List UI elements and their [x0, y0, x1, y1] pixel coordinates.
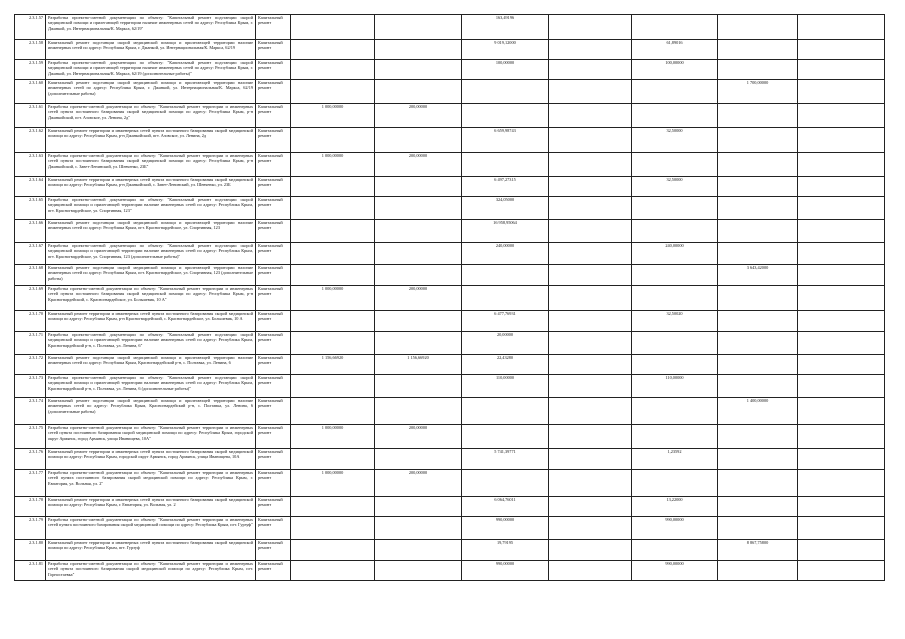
- table-row: [15, 470, 905, 497]
- table-row: [15, 425, 905, 449]
- value-cell: [798, 243, 885, 265]
- value-cell: 5 741,39771: [462, 449, 549, 470]
- value-cell: [549, 311, 632, 332]
- value-cell: 200,00000: [375, 153, 462, 177]
- row-number: 2.3.1.59: [15, 60, 46, 80]
- value-cell: [291, 540, 375, 561]
- row-number: 2.3.1.77: [15, 470, 46, 497]
- row-number: 2.3.1.74: [15, 398, 46, 425]
- value-cell: 990,00000: [632, 517, 718, 540]
- value-cell: [549, 104, 632, 128]
- row-work-type: Капитальный ремонт: [256, 375, 291, 398]
- value-cell: [375, 561, 462, 581]
- value-cell: 16 958,95064: [462, 220, 549, 243]
- row-work-type: Капитальный ремонт: [256, 243, 291, 265]
- value-cell: [798, 286, 885, 311]
- table-row: [15, 177, 905, 197]
- table-row: [15, 104, 905, 128]
- value-cell: 6 477,76931: [462, 311, 549, 332]
- value-cell: [798, 425, 885, 449]
- row-work-type: Капитальный ремонт: [256, 286, 291, 311]
- table-row: [15, 540, 905, 561]
- value-cell: 200,00000: [375, 104, 462, 128]
- value-cell: [798, 177, 885, 197]
- value-cell: [375, 128, 462, 153]
- value-cell: 6 659,98743: [462, 128, 549, 153]
- table-row: [15, 243, 905, 265]
- row-number: 2.3.1.73: [15, 375, 46, 398]
- value-cell: [291, 40, 375, 60]
- row-work-type: Капитальный ремонт: [256, 220, 291, 243]
- row-work-type: Капитальный ремонт: [256, 177, 291, 197]
- table-row: [15, 355, 905, 375]
- row-number: 2.3.1.81: [15, 561, 46, 581]
- row-work-type: Капитальный ремонт: [256, 60, 291, 80]
- value-cell: [291, 497, 375, 517]
- value-cell: [798, 220, 885, 243]
- row-number: 2.3.1.66: [15, 220, 46, 243]
- value-cell: 3 643,42000: [718, 265, 798, 286]
- value-cell: [718, 177, 798, 197]
- value-cell: [291, 517, 375, 540]
- value-cell: 32,50020: [632, 311, 718, 332]
- value-cell: [291, 449, 375, 470]
- value-cell: 1 000,00000: [291, 153, 375, 177]
- value-cell: [718, 497, 798, 517]
- value-cell: [462, 104, 549, 128]
- value-cell: 200,00000: [375, 425, 462, 449]
- value-cell: [375, 375, 462, 398]
- value-cell: [291, 197, 375, 220]
- table-row: [15, 286, 905, 311]
- row-number: 2.3.1.57: [15, 15, 46, 40]
- table-row: [15, 153, 905, 177]
- table-row: [15, 449, 905, 470]
- table-row: [15, 40, 905, 60]
- row-description: Разработка проектно-сметной документации по объекту: "Капитальный ремонт подстанции скорой медицинской помощи и прилегающей территории наличие инженерных сетей по адресу: Республика Крым, г. Джанкой, ул. Интернациональная/К. Маркса, 62/19": [46, 15, 256, 40]
- table-row: [15, 15, 905, 40]
- row-number: 2.3.1.75: [15, 425, 46, 449]
- value-cell: [718, 517, 798, 540]
- value-cell: [632, 286, 718, 311]
- value-cell: [798, 332, 885, 355]
- value-cell: [718, 197, 798, 220]
- row-description: Разработка проектно-сметной документации по объекту: "Капитальный ремонт территории и инженерных сетей пункта постоянного базирования скорой медицинской помощи по адресу: Республика Крым, р-н Джанкойский, пгт. Азовское, ул. Ленина, 2д": [46, 104, 256, 128]
- value-cell: [632, 470, 718, 497]
- value-cell: [718, 15, 798, 40]
- value-cell: [549, 60, 632, 80]
- value-cell: [632, 425, 718, 449]
- value-cell: [798, 497, 885, 517]
- value-cell: [375, 197, 462, 220]
- row-description: Капитальный ремонт подстанции скорой медицинской помощи и прилегающей территории наличие инженерных сетей по адресу: Республика Крым, пгт. Красногвардейское, ул. Спортивная, 123: [46, 220, 256, 243]
- value-cell: [549, 332, 632, 355]
- row-number: 2.3.1.69: [15, 286, 46, 311]
- value-cell: 240,00000: [632, 243, 718, 265]
- value-cell: [718, 243, 798, 265]
- value-cell: [798, 311, 885, 332]
- row-work-type: Капитальный ремонт: [256, 561, 291, 581]
- value-cell: [549, 15, 632, 40]
- value-cell: 200,00000: [375, 470, 462, 497]
- row-work-type: Капитальный ремонт: [256, 425, 291, 449]
- value-cell: [549, 425, 632, 449]
- value-cell: [718, 470, 798, 497]
- value-cell: [798, 540, 885, 561]
- row-work-type: Капитальный ремонт: [256, 497, 291, 517]
- value-cell: [291, 243, 375, 265]
- value-cell: 324,05000: [462, 197, 549, 220]
- row-number: 2.3.1.61: [15, 104, 46, 128]
- row-number: 2.3.1.71: [15, 332, 46, 355]
- row-work-type: Капитальный ремонт: [256, 332, 291, 355]
- value-cell: [375, 40, 462, 60]
- row-work-type: Капитальный ремонт: [256, 517, 291, 540]
- value-cell: [462, 265, 549, 286]
- row-work-type: Капитальный ремонт: [256, 398, 291, 425]
- row-work-type: Капитальный ремонт: [256, 449, 291, 470]
- budget-table: [14, 14, 905, 581]
- row-description: Капитальный ремонт подстанции скорой медицинской помощи и прилегающей территории наличие инженерных сетей по адресу: Республика Крым, г. Джанкой, ул. Интернациональная/К. Маркса, 62/19 (дополнительные работы): [46, 80, 256, 104]
- value-cell: [375, 540, 462, 561]
- value-cell: [549, 153, 632, 177]
- value-cell: [718, 425, 798, 449]
- value-cell: [291, 311, 375, 332]
- row-work-type: Капитальный ремонт: [256, 355, 291, 375]
- value-cell: [798, 60, 885, 80]
- row-description: Разработка проектно-сметной документации по объекту: "Капитальный ремонт территории и инженерных сетей пункта постоянного базирования скорой медицинской помощи по адресу: Республика Крым, городской округ Армянск, город Армянск, улица Иванищева, 10А": [46, 425, 256, 449]
- value-cell: [718, 355, 798, 375]
- value-cell: [632, 332, 718, 355]
- value-cell: [291, 265, 375, 286]
- row-number: 2.3.1.68: [15, 265, 46, 286]
- value-cell: 990,00000: [462, 517, 549, 540]
- value-cell: [549, 40, 632, 60]
- value-cell: 200,00000: [375, 286, 462, 311]
- row-number: 2.3.1.79: [15, 517, 46, 540]
- row-work-type: Капитальный ремонт: [256, 153, 291, 177]
- value-cell: 8 867,75800: [718, 540, 798, 561]
- value-cell: [549, 197, 632, 220]
- value-cell: 20,00000: [462, 332, 549, 355]
- value-cell: [291, 398, 375, 425]
- row-description: Капитальный ремонт подстанции скорой медицинской помощи и прилегающей территории наличие инженерных сетей по адресу: Республика Крым, г. Джанкой, ул. Интернациональная/К. Маркса, 62/19: [46, 40, 256, 60]
- value-cell: [291, 375, 375, 398]
- value-cell: [291, 177, 375, 197]
- row-number: 2.3.1.62: [15, 128, 46, 153]
- value-cell: [462, 80, 549, 104]
- table-row: [15, 197, 905, 220]
- value-cell: [375, 177, 462, 197]
- row-number: 2.3.1.63: [15, 153, 46, 177]
- row-work-type: Капитальный ремонт: [256, 311, 291, 332]
- row-work-type: Капитальный ремонт: [256, 80, 291, 104]
- value-cell: [798, 449, 885, 470]
- value-cell: [291, 80, 375, 104]
- value-cell: 990,00000: [462, 561, 549, 581]
- table-row: [15, 332, 905, 355]
- value-cell: [632, 80, 718, 104]
- value-cell: 1 000,00000: [291, 425, 375, 449]
- row-work-type: Капитальный ремонт: [256, 128, 291, 153]
- row-work-type: Капитальный ремонт: [256, 265, 291, 286]
- value-cell: 61,89016: [632, 40, 718, 60]
- row-description: Разработка проектно-сметной документации по объекту: "Капитальный ремонт территории и инженерных сетей пункта постоянного базирования скорой медицинской помощи по адресу: Республика Крым, пгт. Гурзуф": [46, 517, 256, 540]
- value-cell: 163,49196: [462, 15, 549, 40]
- table-row: [15, 220, 905, 243]
- value-cell: [462, 425, 549, 449]
- value-cell: [718, 561, 798, 581]
- table-row: [15, 128, 905, 153]
- value-cell: [549, 517, 632, 540]
- value-cell: 1 700,00000: [718, 80, 798, 104]
- value-cell: [375, 220, 462, 243]
- value-cell: [718, 220, 798, 243]
- value-cell: [798, 561, 885, 581]
- value-cell: [798, 104, 885, 128]
- value-cell: [375, 449, 462, 470]
- row-description: Разработка проектно-сметной документации по объекту: "Капитальный ремонт подстанции скорой медицинской помощи и прилегающей территории наличие инженерных сетей по адресу: Республика Крым, пгт. Красногвардейское, ул. Спортивная, 123": [46, 197, 256, 220]
- value-cell: 1 000,00000: [291, 104, 375, 128]
- row-work-type: Капитальный ремонт: [256, 104, 291, 128]
- row-description: Капитальный ремонт территории и инженерных сетей пункта постоянного базирования скорой медицинской помощи по адресу: Республика Крым, р-н Красногвардейский, с. Красногвардейское, ул. Большевик, 10 А: [46, 311, 256, 332]
- value-cell: [632, 153, 718, 177]
- value-cell: 22,43280: [462, 355, 549, 375]
- value-cell: [798, 153, 885, 177]
- value-cell: 990,00000: [632, 561, 718, 581]
- row-number: 2.3.1.70: [15, 311, 46, 332]
- row-work-type: Капитальный ремонт: [256, 40, 291, 60]
- value-cell: [375, 332, 462, 355]
- row-number: 2.3.1.60: [15, 80, 46, 104]
- value-cell: 240,00000: [462, 243, 549, 265]
- row-description: Капитальный ремонт территории и инженерных сетей пункта постоянного базирования скорой медицинской помощи по адресу: Республика Крым, городской округ Армянск, город Армянск, улица Иванищева, 10А: [46, 449, 256, 470]
- table-row: [15, 375, 905, 398]
- row-description: Капитальный ремонт территории и инженерных сетей пункта постоянного базирования скорой медицинской помощи по адресу: Республика Крым, р-н Джанкойский, пгт. Азовское, ул. Ленина, 2д: [46, 128, 256, 153]
- table-row: [15, 265, 905, 286]
- row-work-type: Капитальный ремонт: [256, 540, 291, 561]
- table-row: [15, 311, 905, 332]
- value-cell: [632, 197, 718, 220]
- row-description: Разработка проектно-сметной документации по объекту: "Капитальный ремонт подстанции скорой медицинской помощи и прилегающей территории наличие инженерных сетей по адресу: Республика Крым, пгт. Красногвардейское, ул. Спортивная, 123 (дополнительные работы)": [46, 243, 256, 265]
- value-cell: [291, 220, 375, 243]
- value-cell: [549, 128, 632, 153]
- value-cell: [798, 265, 885, 286]
- row-description: Капитальный ремонт подстанции скорой медицинской помощи и прилегающей территории наличие инженерных сетей по адресу: Республика Крым, Красногвардейский р-н, с. Полтавка, ул. Ленина, 6: [46, 355, 256, 375]
- row-description: Разработка проектно-сметной документации по объекту: "Капитальный ремонт подстанции скорой медицинской помощи и прилегающей территории наличие инженерных сетей по адресу: Республика Крым, г. Джанкой, ул. Интернациональная/К. Маркса, 62/19 (дополнительные работы)": [46, 60, 256, 80]
- row-number: 2.3.1.64: [15, 177, 46, 197]
- table-body: [15, 15, 905, 581]
- value-cell: 6 497,27315: [462, 177, 549, 197]
- value-cell: [798, 355, 885, 375]
- value-cell: [718, 311, 798, 332]
- value-cell: [798, 80, 885, 104]
- value-cell: 1 400,00000: [718, 398, 798, 425]
- value-cell: [718, 40, 798, 60]
- value-cell: [462, 153, 549, 177]
- row-number: 2.3.1.72: [15, 355, 46, 375]
- value-cell: [549, 286, 632, 311]
- value-cell: [549, 80, 632, 104]
- value-cell: [632, 15, 718, 40]
- value-cell: 13,22000: [632, 497, 718, 517]
- row-description: Разработка проектно-сметной документации по объекту: "Капитальный ремонт территории и инженерных сетей пункта постоянного базирования скорой медицинской помощи по адресу: Республика Крым, р-н Джанкойский, с. Завет-Ленинский, ул. Шевченко, 23Б": [46, 153, 256, 177]
- value-cell: [632, 398, 718, 425]
- value-cell: [632, 540, 718, 561]
- value-cell: [718, 375, 798, 398]
- value-cell: 6 064,76011: [462, 497, 549, 517]
- value-cell: [798, 375, 885, 398]
- value-cell: [718, 286, 798, 311]
- row-description: Капитальный ремонт территории и инженерных сетей пункта постоянного базирования скорой медицинской помощи по адресу: Республика Крым, пгт. Гурзуф: [46, 540, 256, 561]
- table-row: [15, 60, 905, 80]
- value-cell: [718, 332, 798, 355]
- value-cell: [632, 265, 718, 286]
- row-number: 2.3.1.65: [15, 197, 46, 220]
- row-description: Разработка проектно-сметной документации по объекту: "Капитальный ремонт территории и инженерных сетей пункта постоянного базирования скорой медицинской помощи по адресу: Республика Крым, р-н Красногвардейский, с. Красногвардейское, ул. Большевик, 10 А": [46, 286, 256, 311]
- value-cell: [549, 561, 632, 581]
- value-cell: [718, 128, 798, 153]
- value-cell: [375, 517, 462, 540]
- value-cell: [549, 470, 632, 497]
- value-cell: [718, 449, 798, 470]
- table-row: [15, 80, 905, 104]
- value-cell: [375, 15, 462, 40]
- row-description: Капитальный ремонт подстанции скорой медицинской помощи и прилегающей территории наличие инженерных сетей по адресу: Республика Крым, Красногвардейский р-н, с. Полтавка, ул. Ленина, 6 (дополнительные работы): [46, 398, 256, 425]
- value-cell: [798, 517, 885, 540]
- value-cell: [375, 60, 462, 80]
- row-number: 2.3.1.67: [15, 243, 46, 265]
- value-cell: [549, 449, 632, 470]
- value-cell: [462, 286, 549, 311]
- value-cell: 1,23592: [632, 449, 718, 470]
- value-cell: [798, 40, 885, 60]
- value-cell: 32,50000: [632, 128, 718, 153]
- value-cell: [549, 265, 632, 286]
- value-cell: 110,00000: [632, 375, 718, 398]
- row-description: Разработка проектно-сметной документации по объекту: "Капитальный ремонт территории и инженерных сетей пункта постоянного базирования скорой медицинской помощи по адресу: Республика Крым, пгт. Горностаевка": [46, 561, 256, 581]
- value-cell: [462, 470, 549, 497]
- value-cell: [375, 497, 462, 517]
- row-number: 2.3.1.78: [15, 497, 46, 517]
- row-work-type: Капитальный ремонт: [256, 470, 291, 497]
- value-cell: [291, 332, 375, 355]
- value-cell: [632, 104, 718, 128]
- row-description: Разработка проектно-сметной документации по объекту: "Капитальный ремонт территории и инженерных сетей пункта постоянного базирования скорой медицинской помощи по адресу: Республика Крым, г. Евпатория, ул. Вольная, ул. 2": [46, 470, 256, 497]
- value-cell: [375, 243, 462, 265]
- value-cell: [375, 265, 462, 286]
- value-cell: 100,00000: [462, 60, 549, 80]
- value-cell: [549, 497, 632, 517]
- value-cell: [798, 197, 885, 220]
- value-cell: 19,79195: [462, 540, 549, 561]
- value-cell: [798, 398, 885, 425]
- value-cell: [291, 15, 375, 40]
- value-cell: 32,50000: [632, 177, 718, 197]
- table-row: [15, 398, 905, 425]
- table-row: [15, 497, 905, 517]
- value-cell: [375, 80, 462, 104]
- value-cell: [375, 398, 462, 425]
- value-cell: 1 000,00000: [291, 286, 375, 311]
- value-cell: [798, 128, 885, 153]
- row-description: Капитальный ремонт территории и инженерных сетей пункта постоянного базирования скорой медицинской помощи по адресу: Республика Крым, р-н Джанкойский, с. Завет-Ленинский, ул. Шевченко, ул. 23Б: [46, 177, 256, 197]
- row-description: Разработка проектно-сметной документации по объекту: "Капитальный ремонт подстанции скорой медицинской помощи и прилегающей территории наличие инженерных сетей по адресу: Республика Крым, Красногвардейский р-н, с. Полтавка, ул. Ленина, 6": [46, 332, 256, 355]
- value-cell: 1 156,66920: [291, 355, 375, 375]
- value-cell: 9 019,12000: [462, 40, 549, 60]
- value-cell: [549, 540, 632, 561]
- value-cell: [375, 311, 462, 332]
- row-work-type: Капитальный ремонт: [256, 15, 291, 40]
- value-cell: [718, 60, 798, 80]
- value-cell: [549, 355, 632, 375]
- value-cell: [291, 561, 375, 581]
- value-cell: [549, 398, 632, 425]
- table-row: [15, 561, 905, 581]
- value-cell: 100,00000: [632, 60, 718, 80]
- row-number: 2.3.1.58: [15, 40, 46, 60]
- value-cell: [462, 398, 549, 425]
- value-cell: [718, 153, 798, 177]
- row-number: 2.3.1.80: [15, 540, 46, 561]
- value-cell: [291, 128, 375, 153]
- value-cell: 1 156,66920: [375, 355, 462, 375]
- row-number: 2.3.1.76: [15, 449, 46, 470]
- value-cell: [632, 355, 718, 375]
- row-work-type: Капитальный ремонт: [256, 197, 291, 220]
- value-cell: [718, 104, 798, 128]
- value-cell: [632, 220, 718, 243]
- value-cell: [549, 177, 632, 197]
- value-cell: 1 000,00000: [291, 470, 375, 497]
- row-description: Разработка проектно-сметной документации по объекту: "Капитальный ремонт подстанции скорой медицинской помощи и прилегающей территории наличие инженерных сетей по адресу: Республика Крым, Красногвардейский р-н, с. Полтавка, ул. Ленина, 6 (дополнительные работы)": [46, 375, 256, 398]
- value-cell: [549, 375, 632, 398]
- row-description: Капитальный ремонт территории и инженерных сетей пункта постоянного базирования скорой медицинской помощи по адресу: Республика Крым, г. Евпатория, ул. Вольная, ул. 2: [46, 497, 256, 517]
- value-cell: 110,00000: [462, 375, 549, 398]
- table-row: [15, 517, 905, 540]
- value-cell: [798, 15, 885, 40]
- value-cell: [798, 470, 885, 497]
- value-cell: [549, 243, 632, 265]
- value-cell: [549, 220, 632, 243]
- value-cell: [291, 60, 375, 80]
- row-description: Капитальный ремонт подстанции скорой медицинской помощи и прилегающей территории наличие инженерных сетей по адресу: Республика Крым, пгт. Красногвардейское, ул. Спортивная, 123 (дополнительные работы): [46, 265, 256, 286]
